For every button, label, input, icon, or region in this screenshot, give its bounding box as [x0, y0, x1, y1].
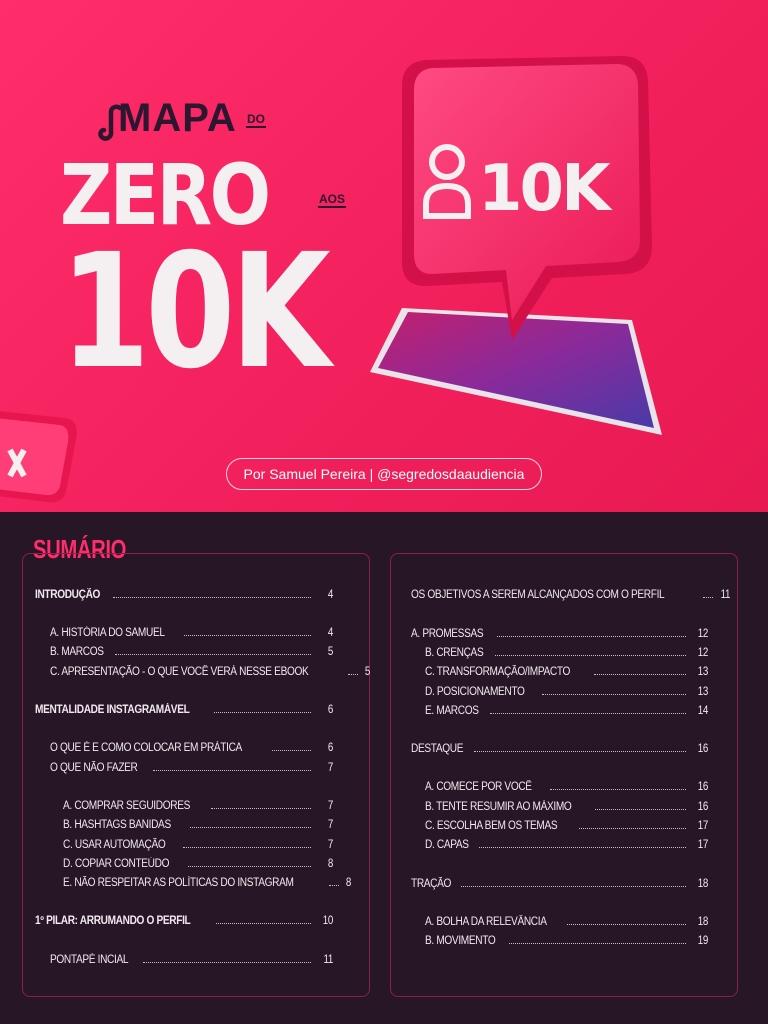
toc-dot-leader: [216, 923, 311, 924]
toc-entry-page: 11: [323, 954, 333, 966]
toc-entry-label: 1º PILAR: ARRUMANDO O PERFIL: [35, 915, 191, 927]
toc-entry-page: 17: [697, 820, 708, 832]
toc-entry[interactable]: [425, 701, 708, 717]
toc-entry-page: 7: [327, 819, 333, 831]
toc-dot-leader: [214, 712, 311, 713]
toc-dot-leader: [183, 847, 311, 848]
toc-entry[interactable]: [35, 700, 333, 716]
toc-entry[interactable]: [411, 739, 708, 755]
toc-entry-page: 4: [327, 589, 333, 601]
toc-entry[interactable]: [411, 874, 708, 890]
toc-entry-label: B. HASHTAGS BANIDAS: [63, 819, 171, 831]
toc-entry-label: A. HISTÓRIA DO SAMUEL: [50, 627, 165, 639]
toc-entry[interactable]: [425, 835, 708, 851]
toc-entry-label: DESTAQUE: [411, 743, 464, 755]
toc-dot-leader: [329, 885, 339, 886]
toc-dot-leader: [495, 655, 686, 656]
toc-entry-label: O QUE É E COMO COLOCAR EM PRÁTICA: [50, 742, 242, 754]
toc-dot-leader: [190, 827, 311, 828]
toc-entry-label: D. CAPAS: [425, 839, 469, 851]
toc-dot-leader: [272, 750, 311, 751]
toc-entry-label: MENTALIDADE INSTAGRAMÁVEL: [35, 704, 190, 716]
toc-dot-leader: [595, 809, 686, 810]
toc-entry[interactable]: [425, 643, 708, 659]
author-byline: Por Samuel Pereira | @segredosdaaudiencia: [226, 458, 542, 490]
toc-entry[interactable]: [425, 816, 708, 832]
toc-entry-label: A. BOLHA DA RELEVÂNCIA: [425, 916, 547, 928]
toc-dot-leader: [497, 636, 686, 637]
brand-word: MAPA: [118, 96, 237, 140]
toc-entry[interactable]: [50, 623, 333, 639]
toc-entry-page: 6: [327, 742, 333, 754]
toc-entry-label: B. TENTE RESUMIR AO MÁXIMO: [425, 801, 572, 813]
toc-entry[interactable]: [425, 931, 708, 947]
toc-entry-page: 16: [697, 781, 708, 793]
toc-entry-page: 7: [327, 800, 333, 812]
toc-entry[interactable]: [50, 642, 333, 658]
toc-entry-label: A. COMPRAR SEGUIDORES: [63, 800, 191, 812]
toc-entry[interactable]: [50, 758, 333, 774]
toc-entry-page: 13: [697, 666, 708, 678]
toc-entry[interactable]: [411, 585, 731, 601]
zero-heading: ZERO: [60, 146, 269, 244]
toc-entry[interactable]: [425, 682, 708, 698]
do-label: DO: [247, 112, 265, 126]
toc-entry[interactable]: [63, 854, 333, 870]
tenk-heading: 10K: [60, 220, 326, 404]
summary-title: SUMÁRIO: [33, 534, 127, 564]
toc-panel-left: [22, 553, 370, 997]
toc-dot-leader: [479, 847, 686, 848]
toc-entry-label: B. MARCOS: [50, 646, 104, 658]
toc-entry[interactable]: [63, 835, 333, 851]
toc-dot-leader: [188, 866, 311, 867]
toc-entry-page: 7: [327, 839, 333, 851]
toc-entry-page: 17: [697, 839, 708, 851]
toc-dot-leader: [509, 943, 686, 944]
corner-badge-icon: [0, 400, 90, 510]
toc-dot-leader: [579, 828, 686, 829]
toc-entry-page: 4: [327, 627, 333, 639]
toc-dot-leader: [474, 751, 686, 752]
toc-dot-leader: [594, 674, 686, 675]
followers-badge-illustration: [360, 50, 690, 460]
toc-entry-label: D. POSICIONAMENTO: [425, 686, 525, 698]
toc-dot-leader: [703, 597, 713, 598]
toc-entry-label: C. ESCOLHA BEM OS TEMAS: [425, 820, 558, 832]
toc-entry[interactable]: [63, 873, 352, 889]
toc-entry[interactable]: [35, 911, 333, 927]
toc-entry-page: 8: [345, 877, 352, 889]
toc-entry-label: D. COPIAR CONTEÚDO: [63, 858, 170, 870]
toc-entry[interactable]: [425, 777, 708, 793]
toc-entry-page: 12: [697, 628, 708, 640]
toc-entry[interactable]: [63, 796, 333, 812]
toc-entry-page: 5: [364, 666, 370, 678]
toc-entry-label: A. PROMESSAS: [411, 628, 484, 640]
toc-entry-page: 14: [697, 705, 708, 717]
toc-entry[interactable]: [425, 662, 708, 678]
aos-label: AOS: [319, 192, 346, 206]
toc-entry-label: TRAÇÃO: [411, 878, 452, 890]
toc-entry-page: 19: [697, 935, 708, 947]
toc-entry-label: INTRODUÇÃO: [35, 589, 101, 601]
toc-dot-leader: [184, 635, 311, 636]
toc-entry-label: PONTAPÉ INCIAL: [50, 954, 129, 966]
toc-entry-page: 6: [327, 704, 333, 716]
toc-entry[interactable]: [35, 585, 333, 601]
toc-dot-leader: [567, 924, 686, 925]
toc-entry-label: E. NÃO RESPEITAR AS POLÍTICAS DO INSTAGRAM: [63, 877, 294, 889]
toc-entry[interactable]: [63, 815, 333, 831]
toc-entry-page: 13: [697, 686, 708, 698]
toc-entry-label: OS OBJETIVOS A SEREM ALCANÇADOS COM O PERFIL: [411, 589, 665, 601]
toc-entry-page: 7: [327, 762, 333, 774]
toc-entry-page: 16: [697, 743, 708, 755]
toc-entry-label: O QUE NÃO FAZER: [50, 762, 138, 774]
toc-dot-leader: [211, 808, 311, 809]
toc-dot-leader: [113, 597, 311, 598]
toc-entry[interactable]: [50, 738, 333, 754]
toc-entry-page: 12: [697, 647, 708, 659]
toc-dot-leader: [490, 713, 686, 714]
toc-entry-label: C. APRESENTAÇÃO - O QUE VOCÊ VERÁ NESSE EBOOK: [50, 666, 309, 678]
toc-dot-leader: [143, 962, 311, 963]
toc-dot-leader: [550, 789, 686, 790]
toc-entry-page: 8: [327, 858, 333, 870]
toc-dot-leader: [348, 674, 358, 675]
toc-entry-label: C. USAR AUTOMAÇÃO: [63, 839, 166, 851]
toc-entry-label: B. CRENÇAS: [425, 647, 484, 659]
toc-entry-page: 18: [697, 878, 708, 890]
toc-entry-page: 11: [720, 589, 731, 601]
toc-entry-label: E. MARCOS: [425, 705, 479, 717]
toc-entry-label: A. COMECE POR VOCÊ: [425, 781, 532, 793]
toc-entry[interactable]: [425, 912, 708, 928]
toc-entry[interactable]: [411, 624, 708, 640]
toc-dot-leader: [115, 654, 311, 655]
toc-dot-leader: [461, 886, 686, 887]
toc-entry[interactable]: [425, 797, 708, 813]
toc-entry-page: 16: [697, 801, 708, 813]
toc-entry[interactable]: [50, 662, 370, 678]
toc-entry-label: C. TRANSFORMAÇÃO/IMPACTO: [425, 666, 571, 678]
toc-entry-label: B. MOVIMENTO: [425, 935, 496, 947]
toc-entry-page: 18: [697, 916, 708, 928]
toc-dot-leader: [542, 694, 686, 695]
toc-dot-leader: [153, 770, 311, 771]
toc-entry-page: 5: [327, 646, 333, 658]
toc-entry-page: 10: [322, 915, 333, 927]
badge-count: 10K: [478, 152, 608, 226]
toc-entry[interactable]: [50, 950, 333, 966]
